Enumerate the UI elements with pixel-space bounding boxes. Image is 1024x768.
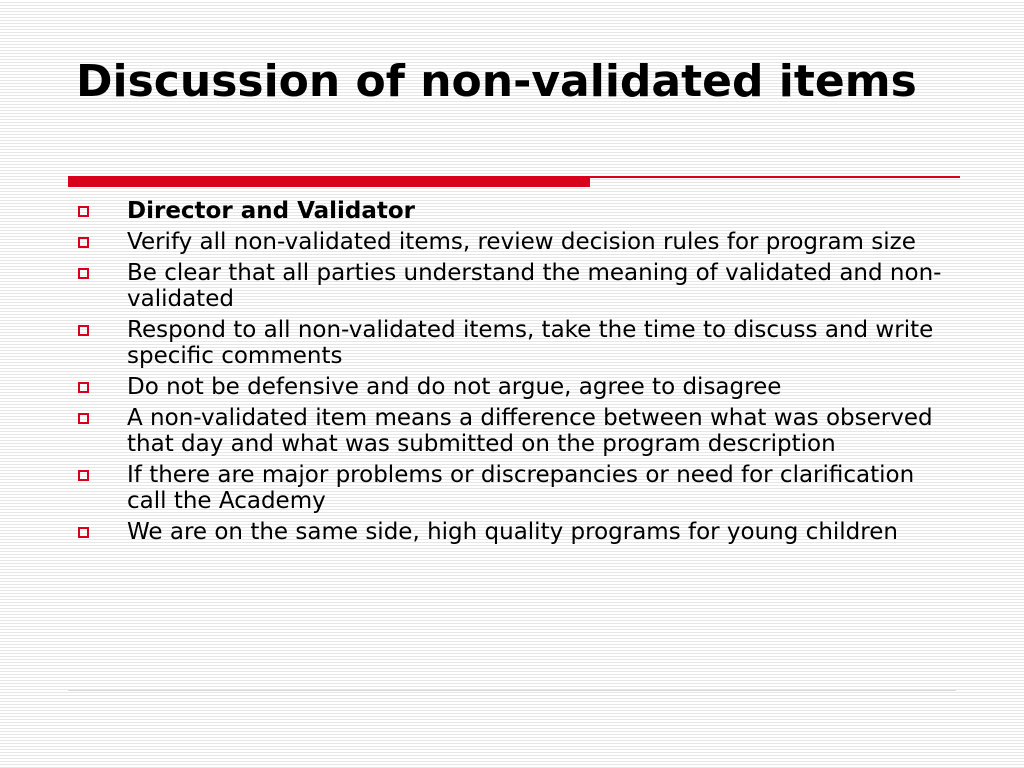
hollow-square-icon: [78, 413, 89, 424]
bullet-item: [76, 317, 956, 369]
bullet-text: Director and Validator: [127, 198, 416, 224]
bullet-item: [76, 462, 956, 514]
bullet-text: A non-validated item means a difference between what was observed that day and what was submitted on the program description: [127, 405, 933, 457]
bullet-item: [76, 260, 956, 312]
hollow-square-icon: [78, 206, 89, 217]
title-underline-thick: [68, 176, 590, 187]
bullet-text: Verify all non-validated items, review decision rules for program size: [127, 229, 916, 255]
bullet-item: [76, 405, 956, 457]
hollow-square-icon: [78, 527, 89, 538]
hollow-square-icon: [78, 470, 89, 481]
bullet-text: If there are major problems or discrepancies or need for clarification call the Academy: [127, 462, 915, 514]
bullet-item: [76, 374, 956, 400]
hollow-square-icon: [78, 237, 89, 248]
bullet-text: We are on the same side, high quality programs for young children: [127, 519, 898, 545]
bullet-text: Be clear that all parties understand the meaning of validated and non-validated: [127, 260, 942, 312]
footer-divider: [68, 690, 956, 691]
title-underline-thin: [590, 176, 960, 178]
bullet-item: [76, 198, 956, 224]
bullet-item: [76, 229, 956, 255]
slide-title: Discussion of non-validated items: [76, 56, 917, 107]
bullet-item: [76, 519, 956, 545]
bullet-list: [76, 198, 956, 550]
hollow-square-icon: [78, 325, 89, 336]
hollow-square-icon: [78, 382, 89, 393]
hollow-square-icon: [78, 268, 89, 279]
bullet-text: Do not be defensive and do not argue, agree to disagree: [127, 374, 782, 400]
bullet-text: Respond to all non-validated items, take the time to discuss and write specific comments: [127, 317, 934, 369]
